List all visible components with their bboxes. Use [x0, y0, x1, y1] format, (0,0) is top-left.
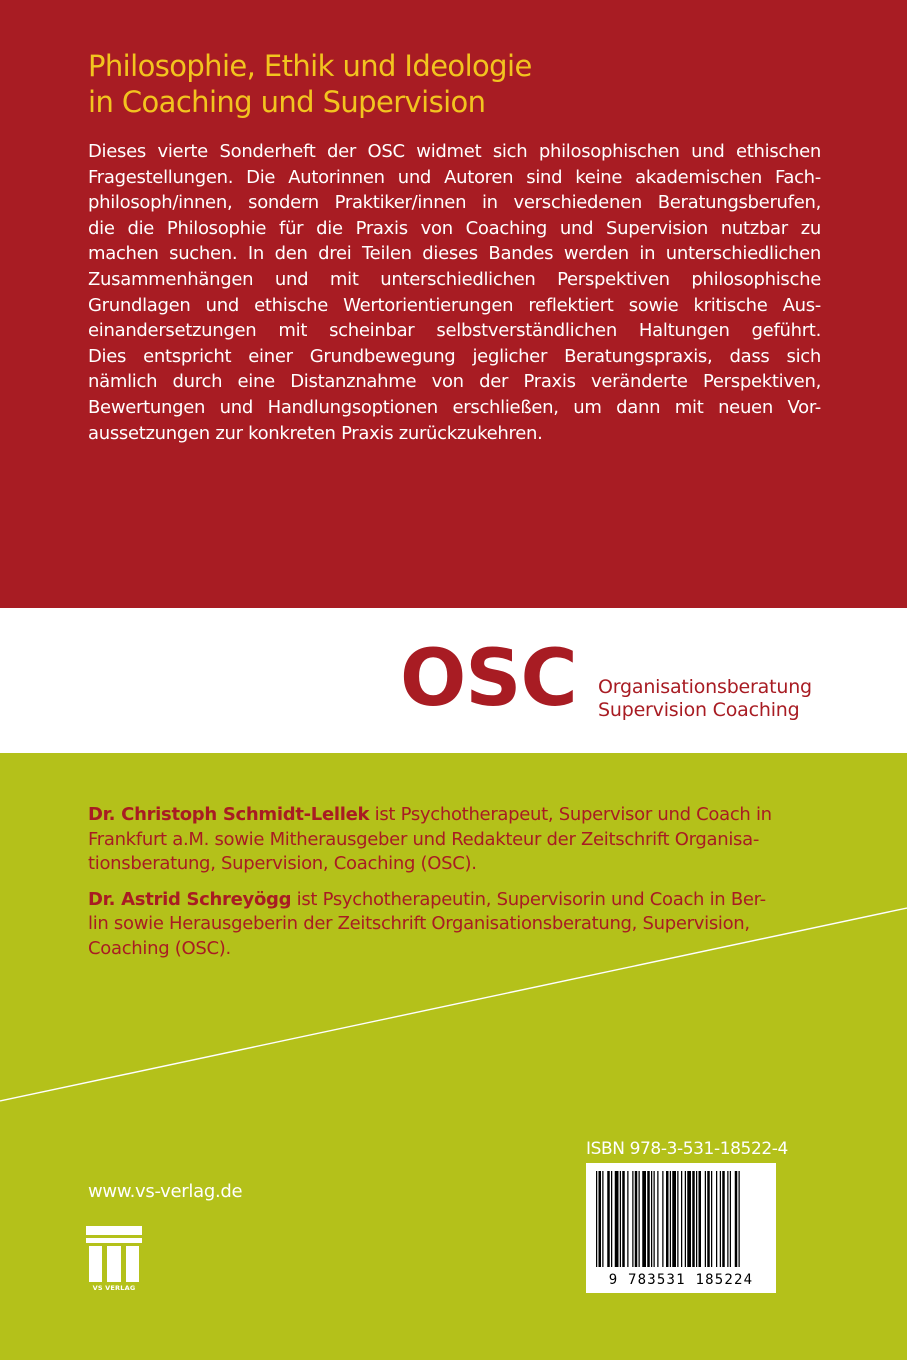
barcode-bar	[727, 1171, 728, 1267]
barcode-bar	[696, 1171, 697, 1267]
barcode-bar	[716, 1171, 717, 1267]
osc-subtitle-line: Organisationsberatung	[598, 676, 812, 698]
barcode-bar	[672, 1171, 676, 1267]
osc-logo-mark: OSC	[400, 634, 577, 724]
barcode-bar	[627, 1171, 628, 1267]
author-bio-line: Coaching (OSC).	[88, 937, 231, 959]
barcode-bar	[685, 1171, 686, 1267]
barcode-bar	[632, 1171, 633, 1267]
osc-logo-subtitle	[598, 676, 812, 722]
author-bio-line: tionsberatung, Supervision, Coaching (OSC).	[88, 853, 477, 874]
barcode-bar	[635, 1171, 638, 1267]
barcode-bar	[735, 1171, 738, 1267]
barcode-bar	[707, 1171, 710, 1267]
blurb-text	[88, 139, 821, 446]
barcode-bar	[711, 1171, 712, 1267]
barcode-bar	[730, 1171, 731, 1267]
barcode-bar	[651, 1171, 652, 1267]
author-bio-text: ist Psychotherapeutin, Supervisorin und Coach in Ber-	[291, 888, 766, 910]
barcode-bar	[699, 1171, 702, 1267]
author-bios	[88, 803, 798, 972]
author-bio-line: Frankfurt a.M. sowie Mitherausgeber und Redakteur der Zeitschrift Organisa-	[88, 828, 760, 850]
title-line: in Coaching und Supervision	[88, 85, 486, 119]
author-bio-line: lin sowie Herausgeberin der Zeitschrift Organisationsberatung, Supervision,	[88, 913, 750, 934]
blurb-line: philosoph/innen, sondern Praktiker/innen in verschiedenen Beratungsberufen,	[88, 192, 821, 214]
blurb-line: Dieses vierte Sonderheft der OSC widmet sich philosophischen und ethischen	[88, 141, 821, 162]
barcode-bar	[739, 1171, 740, 1267]
author-bio	[88, 888, 798, 962]
barcode-bar	[647, 1171, 650, 1267]
barcode-bar	[662, 1171, 663, 1267]
author-name: Dr. Astrid Schreyögg	[88, 888, 292, 910]
author-bio	[88, 803, 798, 877]
blurb-line: nämlich durch eine Distanznahme von der Praxis veränderte Perspektiven,	[88, 371, 821, 393]
blurb-line: Fragestellungen. Die Autorinnen und Autoren sind keine akademischen Fach-	[88, 166, 821, 188]
barcode-bar	[687, 1171, 691, 1267]
barcode-bar	[654, 1171, 655, 1267]
blurb-line: Dies entspricht einer Grundbewegung jeglicher Beratungspraxis, dass sich	[88, 345, 821, 367]
barcode-bar	[670, 1171, 671, 1267]
barcode-bar	[692, 1171, 695, 1267]
barcode-bar	[607, 1171, 610, 1267]
barcode-bar	[620, 1171, 621, 1267]
barcode-bar	[681, 1171, 682, 1267]
isbn-label: ISBN 978-3-531-18522-4	[586, 1139, 788, 1159]
blurb-line: Bewertungen und Handlungsoptionen erschließen, um dann mit neuen Vor-	[88, 396, 821, 418]
barcode-bar	[596, 1171, 597, 1267]
barcode-bar	[599, 1171, 602, 1267]
barcode-digits: 9 783531 185224	[608, 1272, 754, 1288]
vs-verlag-logo-mark	[86, 1226, 142, 1284]
barcode-bars	[586, 1163, 776, 1271]
blurb-line: machen suchen. In den drei Teilen dieses Bandes werden in unterschiedlichen	[88, 243, 821, 265]
osc-subtitle-line: Supervision Coaching	[598, 699, 800, 721]
barcode-bar	[622, 1171, 625, 1267]
book-title	[88, 48, 848, 120]
barcode-bar	[602, 1171, 603, 1267]
blurb-line: aussetzungen zur konkreten Praxis zurückzukehren.	[88, 422, 543, 444]
barcode-bar	[677, 1171, 678, 1267]
barcode-bar	[611, 1171, 612, 1267]
blurb-line: einandersetzungen mit scheinbar selbstverständlichen Haltungen geführt.	[88, 320, 821, 342]
barcode-bar	[705, 1171, 706, 1267]
blurb-line: die die Philosophie für die Praxis von Coaching und Supervision nutzbar zu	[88, 217, 821, 239]
barcode-bar	[657, 1171, 658, 1267]
vs-verlag-logo-icon	[86, 1226, 142, 1290]
title-line: Philosophie, Ethik und Ideologie	[88, 49, 532, 83]
publisher-url[interactable]: www.vs-verlag.de	[88, 1181, 243, 1202]
blurb-line: Zusammenhängen und mit unterschiedlichen Perspektiven philosophische	[88, 268, 821, 290]
author-bio-text: ist Psychotherapeut, Supervisor und Coach in	[369, 804, 772, 825]
barcode-bar	[722, 1171, 725, 1267]
vs-verlag-logo-label: VS VERLAG	[92, 1284, 136, 1292]
author-name: Dr. Christoph Schmidt-Lellek	[88, 804, 370, 825]
barcode-bar	[639, 1171, 640, 1267]
barcode-bar	[666, 1171, 669, 1267]
barcode-bar	[720, 1171, 721, 1267]
barcode-bar	[615, 1171, 619, 1267]
blurb-line: Grundlagen und ethische Wertorientierungen reflektiert sowie kritische Aus-	[88, 294, 821, 316]
barcode-bar	[642, 1171, 646, 1267]
